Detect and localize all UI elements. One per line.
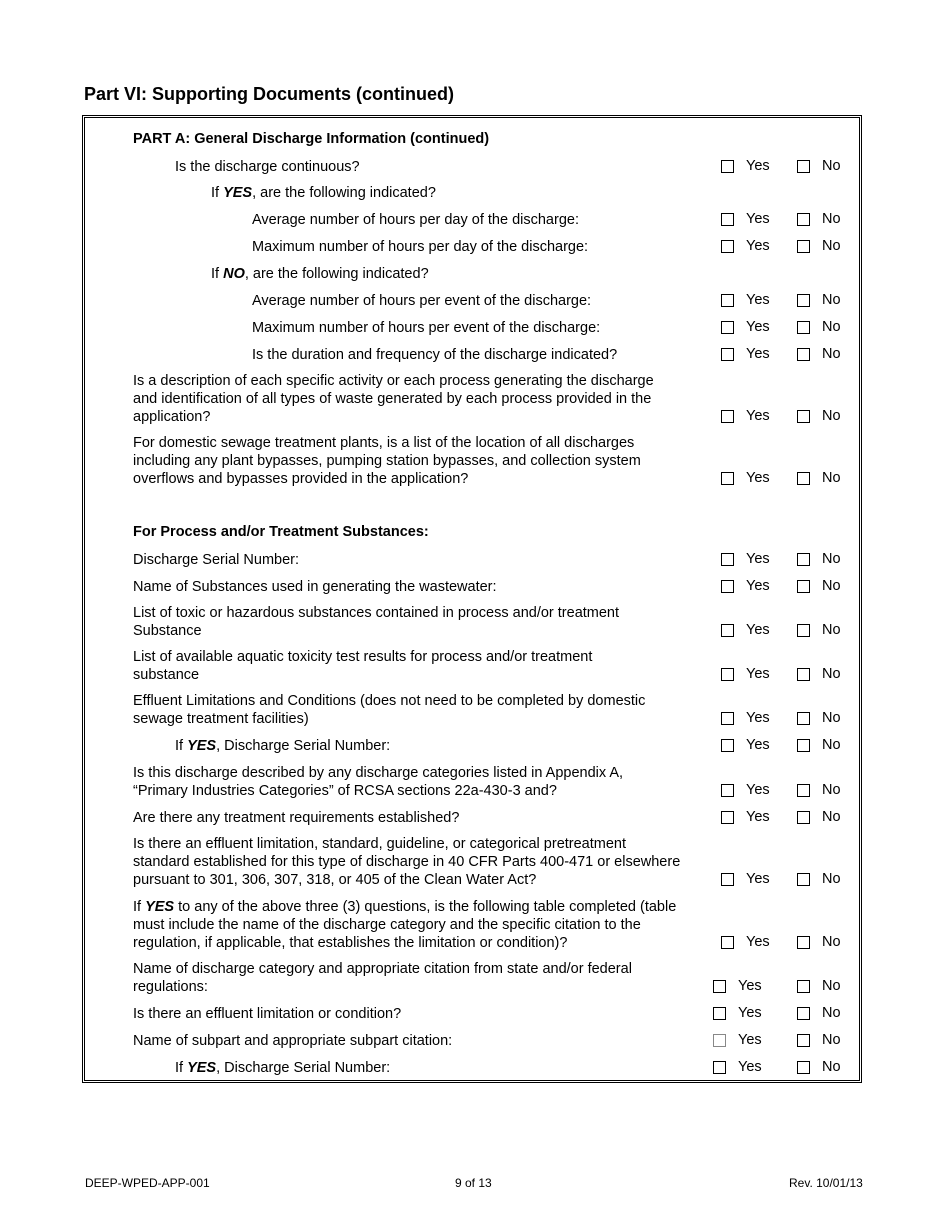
q16-yes-option[interactable]: Yes: [721, 737, 770, 753]
q7-yes-option[interactable]: Yes: [721, 319, 770, 335]
q22-no-checkbox[interactable]: [797, 1007, 810, 1020]
q10-no-checkbox[interactable]: [797, 472, 810, 485]
q4-yes-checkbox[interactable]: [721, 240, 734, 253]
question-if-no: If NO, are the following indicated?: [211, 266, 429, 282]
question-domestic-sewage: For domestic sewage treatment plants, is a list of the location of all discharges including any plant bypasses, pumping station bypasses, and collection system overflows and bypasses provided in the application?: [133, 435, 641, 487]
q12-no-checkbox[interactable]: [797, 580, 810, 593]
q6-yes-option[interactable]: Yes: [721, 292, 770, 308]
question-effluent-limitations: Effluent Limitations and Conditions (does not need to be completed by domestic sewage treatment facilities): [133, 693, 646, 727]
q24-yes-checkbox[interactable]: [713, 1061, 726, 1074]
q21-no-checkbox[interactable]: [797, 980, 810, 993]
q15-no-checkbox[interactable]: [797, 712, 810, 725]
q20-no-checkbox[interactable]: [797, 936, 810, 949]
q24-yes-option[interactable]: Yes: [713, 1059, 762, 1075]
q8-yes-option[interactable]: Yes: [721, 346, 770, 362]
question-duration-frequency: Is the duration and frequency of the discharge indicated?: [252, 347, 618, 363]
question-effluent-standard: Is there an effluent limitation, standard, guideline, or categorical pretreatment standard established for this type of discharge in 40 CFR Parts 400-471 or elsewhere pursuant to 301, 306, 307, 318, or 405 of the Clean Water Act?: [133, 836, 681, 888]
q13-yes-option[interactable]: Yes: [721, 622, 770, 638]
q22-yes-checkbox[interactable]: [713, 1007, 726, 1020]
q20-yes-option[interactable]: Yes: [721, 934, 770, 950]
q17-yes-option[interactable]: Yes: [721, 782, 770, 798]
section-a-heading: PART A: General Discharge Information (continued): [133, 131, 490, 147]
q6-no-option[interactable]: No: [797, 292, 841, 308]
q15-yes-checkbox[interactable]: [721, 712, 734, 725]
q1-no-checkbox[interactable]: [797, 160, 810, 173]
footer-revision: Rev. 10/01/13: [789, 1176, 863, 1190]
question-substances-used: Name of Substances used in generating the wastewater:: [133, 579, 497, 595]
q11-yes-checkbox[interactable]: [721, 553, 734, 566]
q9-no-option[interactable]: No: [797, 408, 841, 424]
q19-yes-checkbox[interactable]: [721, 873, 734, 886]
q11-no-option[interactable]: No: [797, 551, 841, 567]
q19-no-checkbox[interactable]: [797, 873, 810, 886]
question-avg-hours-day: Average number of hours per day of the discharge:: [252, 212, 579, 228]
q18-yes-option[interactable]: Yes: [721, 809, 770, 825]
q14-yes-option[interactable]: Yes: [721, 666, 770, 682]
q24-no-checkbox[interactable]: [797, 1061, 810, 1074]
q14-no-checkbox[interactable]: [797, 668, 810, 681]
q21-no-option[interactable]: No: [797, 978, 841, 994]
q13-no-option[interactable]: No: [797, 622, 841, 638]
q22-no-option[interactable]: No: [797, 1005, 841, 1021]
question-if-yes-serial: If YES, Discharge Serial Number:: [175, 738, 391, 754]
question-avg-hours-event: Average number of hours per event of the discharge:: [252, 293, 592, 309]
q17-no-checkbox[interactable]: [797, 784, 810, 797]
process-heading: For Process and/or Treatment Substances:: [133, 524, 429, 540]
q16-no-option[interactable]: No: [797, 737, 841, 753]
q21-yes-checkbox[interactable]: [713, 980, 726, 993]
q6-yes-checkbox[interactable]: [721, 294, 734, 307]
q15-no-option[interactable]: No: [797, 710, 841, 726]
q13-no-checkbox[interactable]: [797, 624, 810, 637]
q11-no-checkbox[interactable]: [797, 553, 810, 566]
q21-yes-option[interactable]: Yes: [713, 978, 762, 994]
q12-yes-checkbox[interactable]: [721, 580, 734, 593]
q17-no-option[interactable]: No: [797, 782, 841, 798]
q7-no-option[interactable]: No: [797, 319, 841, 335]
q7-yes-checkbox[interactable]: [721, 321, 734, 334]
q9-yes-checkbox[interactable]: [721, 410, 734, 423]
q19-no-option[interactable]: No: [797, 871, 841, 887]
q8-no-option[interactable]: No: [797, 346, 841, 362]
question-category-citation: Name of discharge category and appropriate citation from state and/or federal regulations:: [133, 961, 632, 995]
question-subpart-citation: Name of subpart and appropriate subpart citation:: [133, 1033, 453, 1049]
q17-yes-checkbox[interactable]: [721, 784, 734, 797]
q23-no-option[interactable]: No: [797, 1032, 841, 1048]
q10-yes-checkbox[interactable]: [721, 472, 734, 485]
q24-no-option[interactable]: No: [797, 1059, 841, 1075]
question-treatment-requirements: Are there any treatment requirements established?: [133, 810, 460, 826]
q14-no-option[interactable]: No: [797, 666, 841, 682]
page-title: Part VI: Supporting Documents (continued): [84, 84, 454, 104]
q3-no-option[interactable]: No: [797, 211, 841, 227]
question-if-yes: If YES, are the following indicated?: [211, 185, 436, 201]
q16-yes-checkbox[interactable]: [721, 739, 734, 752]
q14-yes-checkbox[interactable]: [721, 668, 734, 681]
q3-yes-option[interactable]: Yes: [721, 211, 770, 227]
q22-yes-option[interactable]: Yes: [713, 1005, 762, 1021]
q12-yes-option[interactable]: Yes: [721, 578, 770, 594]
footer-form-id: DEEP-WPED-APP-001: [85, 1176, 210, 1190]
checklist-box: [82, 115, 862, 1083]
q8-yes-checkbox[interactable]: [721, 348, 734, 361]
question-aquatic-toxicity: List of available aquatic toxicity test results for process and/or treatment substance: [133, 649, 593, 683]
q4-no-option[interactable]: No: [797, 238, 841, 254]
q10-no-option[interactable]: No: [797, 470, 841, 486]
q20-yes-checkbox[interactable]: [721, 936, 734, 949]
q3-no-checkbox[interactable]: [797, 213, 810, 226]
q4-yes-option[interactable]: Yes: [721, 238, 770, 254]
question-max-hours-day: Maximum number of hours per day of the discharge:: [252, 239, 589, 255]
q13-yes-checkbox[interactable]: [721, 624, 734, 637]
q23-yes-option[interactable]: Yes: [713, 1032, 762, 1048]
q8-no-checkbox[interactable]: [797, 348, 810, 361]
q10-yes-option[interactable]: Yes: [721, 470, 770, 486]
q19-yes-option[interactable]: Yes: [721, 871, 770, 887]
question-effluent-condition: Is there an effluent limitation or condition?: [133, 1006, 402, 1022]
q9-yes-option[interactable]: Yes: [721, 408, 770, 424]
q23-yes-checkbox[interactable]: [713, 1034, 726, 1047]
q23-no-checkbox[interactable]: [797, 1034, 810, 1047]
footer-page-number: 9 of 13: [455, 1176, 492, 1190]
q1-no-option[interactable]: No: [797, 158, 841, 174]
question-table-completed: If YES to any of the above three (3) questions, is the following table completed (table must include the name of the discharge category and the specific citation to the regulation, if applicable, that establishes the limitation or condition)?: [133, 899, 677, 951]
question-process-description: Is a description of each specific activity or each process generating the discharge and identification of all types of waste generated by each process provided in the application?: [133, 373, 654, 425]
question-discharge-categories: Is this discharge described by any discharge categories listed in Appendix A, “Primary Industries Categories” of RCSA sections 22a-430-3 and?: [133, 765, 624, 799]
question-toxic-substances: List of toxic or hazardous substances contained in process and/or treatment Substance: [133, 605, 620, 639]
question-if-yes-serial-2: If YES, Discharge Serial Number:: [175, 1060, 391, 1076]
question-serial-number: Discharge Serial Number:: [133, 552, 300, 568]
q7-no-checkbox[interactable]: [797, 321, 810, 334]
q20-no-option[interactable]: No: [797, 934, 841, 950]
q1-yes-checkbox[interactable]: [721, 160, 734, 173]
q1-yes-option[interactable]: Yes: [721, 158, 770, 174]
q12-no-option[interactable]: No: [797, 578, 841, 594]
q9-no-checkbox[interactable]: [797, 410, 810, 423]
q6-no-checkbox[interactable]: [797, 294, 810, 307]
q15-yes-option[interactable]: Yes: [721, 710, 770, 726]
q3-yes-checkbox[interactable]: [721, 213, 734, 226]
q18-no-option[interactable]: No: [797, 809, 841, 825]
q18-no-checkbox[interactable]: [797, 811, 810, 824]
q11-yes-option[interactable]: Yes: [721, 551, 770, 567]
q16-no-checkbox[interactable]: [797, 739, 810, 752]
question-continuous: Is the discharge continuous?: [175, 159, 360, 175]
question-max-hours-event: Maximum number of hours per event of the discharge:: [252, 320, 601, 336]
q18-yes-checkbox[interactable]: [721, 811, 734, 824]
q4-no-checkbox[interactable]: [797, 240, 810, 253]
